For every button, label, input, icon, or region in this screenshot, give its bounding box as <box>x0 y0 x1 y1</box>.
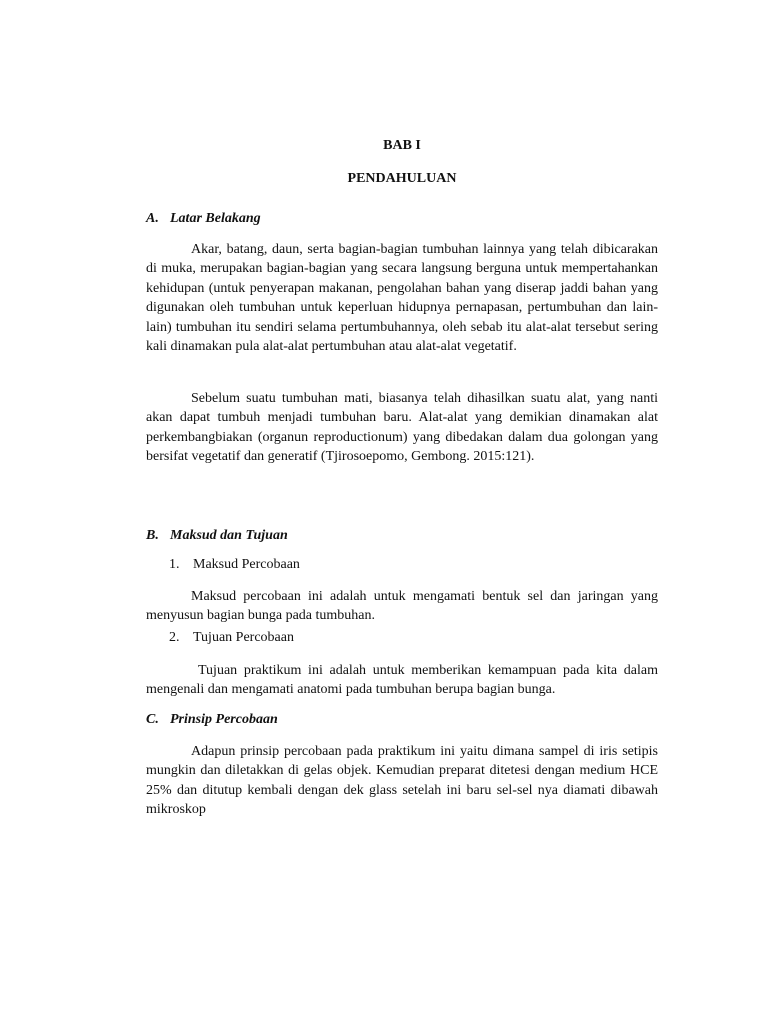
section-b-item-2-title: Tujuan Percobaan <box>193 630 294 645</box>
section-b-item-2-heading <box>169 630 294 646</box>
section-b-item-2-text: Tujuan praktikum ini adalah untuk memberikan kemampuan pada kita dalam mengenali dan mengamati anatomi pada tumbuhan berupa bagian bunga. <box>146 663 658 698</box>
section-c-title: Prinsip Percobaan <box>170 712 278 727</box>
section-b-item-1-text: Maksud percobaan ini adalah untuk mengamati bentuk sel dan jaringan yang menyusun bagian bunga pada tumbuhan. <box>146 589 658 624</box>
section-a-letter: A. <box>146 211 159 226</box>
section-a-heading <box>146 211 261 227</box>
section-b-letter: B. <box>146 528 159 543</box>
section-b-item-1-heading <box>169 557 300 573</box>
chapter-title: BAB I <box>383 138 421 153</box>
section-a-paragraph-2: Sebelum suatu tumbuhan mati, biasanya telah dihasilkan suatu alat, yang nanti akan dapat tumbuh menjadi tumbuhan baru. Alat-alat yang demikian dinamakan alat perkembangbiakan (organun reproductionum) yang dibedakan dalam dua golongan yang bersifat vegetatif dan generatif (Tjirosoepomo, Gembong. 2015:121). <box>146 391 658 465</box>
section-a-title: Latar Belakang <box>170 211 261 226</box>
section-c-paragraph-1: Adapun prinsip percobaan pada praktikum ini yaitu dimana sampel di iris setipis mungkin dan diletakkan di gelas objek. Kemudian preparat ditetesi dengan medium HCE 25% dan ditutup kembali dengan dek glass setelah ini baru sel-sel nya diamati dibawah mikroskop <box>146 744 658 818</box>
section-c-letter: C. <box>146 712 159 727</box>
section-b-item-2-number: 2. <box>169 630 180 645</box>
section-c-heading <box>146 712 278 728</box>
section-b-item-1-number: 1. <box>169 557 180 572</box>
section-b-heading <box>146 528 288 544</box>
chapter-subtitle: PENDAHULUAN <box>347 171 457 186</box>
section-b-title: Maksud dan Tujuan <box>170 528 288 543</box>
section-b-item-1-title: Maksud Percobaan <box>193 557 300 572</box>
section-a-paragraph-1: Akar, batang, daun, serta bagian-bagian tumbuhan lainnya yang telah dibicarakan di muka, merupakan bagian-bagian yang secara langsung berguna untuk mempertahankan kehidupan (untuk penyerapan makanan, pengolahan bahan yang diserap jaddi bahan yang digunakan oleh tumbuhan untuk keperluan hidupnya pernapasan, pertumbuhan dan lain-lain) tumbuhan itu sendiri selama pertumbuhannya, oleh sebab itu alat-alat tersebut sering kali dinamakan pula alat-alat pertumbuhan atau alat-alat vegetatif. <box>146 242 658 355</box>
